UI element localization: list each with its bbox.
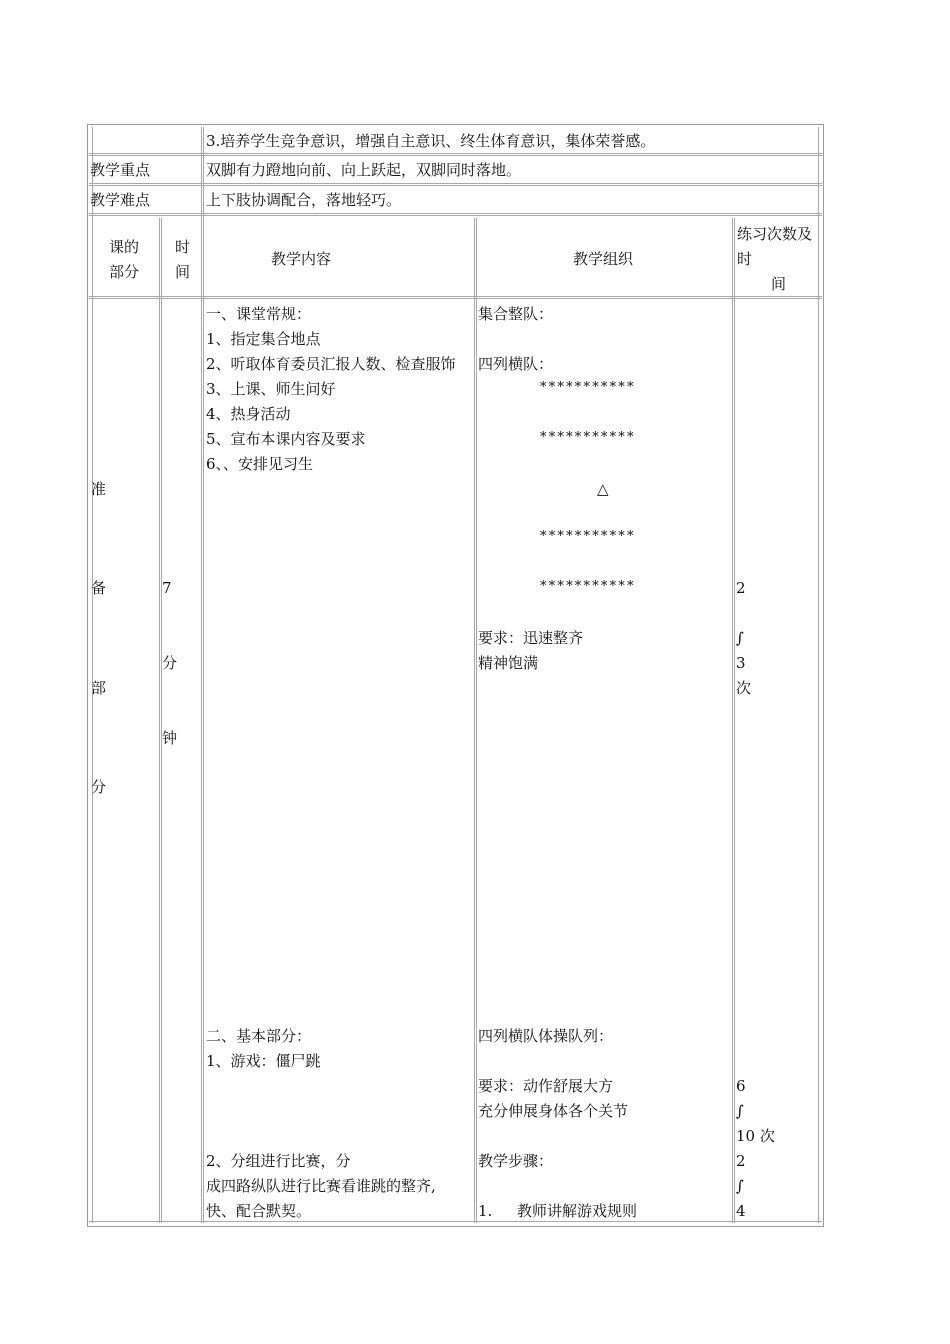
list-item: 4、热身活动 <box>206 405 291 423</box>
prep-requirement-1: 要求：迅速整齐 <box>478 629 584 647</box>
step-1-number: 1. <box>478 1202 493 1220</box>
column-divider <box>818 127 819 1223</box>
header-time-line1: 时 <box>175 238 191 256</box>
prep-practice: 2 <box>736 579 746 597</box>
basic-practice: 10 次 <box>736 1127 775 1145</box>
column-divider <box>732 218 735 1223</box>
list-item: 6、、安排见习生 <box>206 455 314 473</box>
step-1-text: 教师讲解游戏规则 <box>517 1202 638 1220</box>
basic-game: 1、游戏：僵尸跳 <box>206 1052 321 1070</box>
basic-practice: 2 <box>736 1152 746 1170</box>
header-practice-line2: 时 <box>737 250 753 268</box>
header-practice-line3: 间 <box>771 275 787 293</box>
time-unit-char: 钟 <box>162 729 178 747</box>
time-value: 7 <box>162 579 172 597</box>
part-name-char: 部 <box>91 679 107 697</box>
prep-formation: 四列横队： <box>478 355 554 373</box>
part-name-char: 准 <box>91 480 107 498</box>
lesson-plan-table <box>87 124 824 1227</box>
basic-line: 快、配合默契。 <box>206 1202 312 1220</box>
part-name-char: 分 <box>91 778 107 796</box>
basic-org-title: 四列横队体操队列： <box>478 1027 614 1045</box>
difficulty-label: 教学难点 <box>90 191 151 209</box>
prep-requirement-2: 精神饱满 <box>478 654 539 672</box>
basic-line: 成四路纵队进行比赛看谁跳的整齐, <box>206 1177 436 1195</box>
column-divider <box>201 127 204 1223</box>
key-point-text: 双脚有力蹬地向前、向上跃起，双脚同时落地。 <box>206 161 522 179</box>
column-divider <box>159 218 162 1223</box>
student-row-2: *********** <box>540 430 636 445</box>
student-row-4: *********** <box>540 579 636 594</box>
prep-org-title: 集合整队： <box>478 305 554 323</box>
row-divider <box>89 213 822 216</box>
basic-practice: 6 <box>736 1077 746 1095</box>
list-item: 3、上课、师生问好 <box>206 380 336 398</box>
basic-title: 二、基本部分： <box>206 1027 312 1045</box>
basic-requirement-1: 要求：动作舒展大方 <box>478 1077 614 1095</box>
basic-practice: ∫ <box>736 1102 744 1120</box>
prep-content-list <box>206 302 456 477</box>
objective-3-text: 3.培养学生竞争意识，增强自主意识、终生体育意识，集体荣誉感。 <box>206 132 656 150</box>
header-part-line1: 课的 <box>109 238 140 256</box>
header-part-line2: 部分 <box>109 263 140 281</box>
teacher-triangle-icon: △ <box>597 480 609 498</box>
list-item: 一、课堂常规： <box>206 305 312 323</box>
basic-requirement-2: 充分伸展身体各个关节 <box>478 1102 629 1120</box>
header-time-line2: 间 <box>175 263 191 281</box>
prep-practice: 次 <box>736 679 752 697</box>
part-name-char: 备 <box>91 579 107 597</box>
list-item: 1、指定集合地点 <box>206 330 321 348</box>
steps-title: 教学步骤： <box>478 1152 554 1170</box>
row-divider <box>89 183 822 186</box>
basic-line: 2、分组进行比赛，分 <box>206 1152 351 1170</box>
header-content: 教学内容 <box>271 250 332 268</box>
basic-practice: ∫ <box>736 1177 744 1195</box>
prep-practice: ∫ <box>736 629 744 647</box>
prep-practice: 3 <box>736 654 746 672</box>
header-practice-line1: 练习次数及 <box>737 225 813 243</box>
column-divider <box>474 218 477 1223</box>
student-row-1: *********** <box>540 380 636 395</box>
list-item: 5、宣布本课内容及要求 <box>206 430 366 448</box>
key-point-label: 教学重点 <box>90 161 151 179</box>
time-unit-char: 分 <box>162 654 178 672</box>
column-divider <box>92 127 93 1223</box>
row-divider <box>89 1221 822 1222</box>
student-row-3: *********** <box>540 529 636 544</box>
header-organization: 教学组织 <box>573 250 634 268</box>
row-divider <box>89 296 822 299</box>
basic-practice: 4 <box>736 1202 746 1220</box>
difficulty-text: 上下肢协调配合，落地轻巧。 <box>206 191 402 209</box>
list-item: 2、听取体育委员汇报人数、检查服饰 <box>206 355 456 373</box>
